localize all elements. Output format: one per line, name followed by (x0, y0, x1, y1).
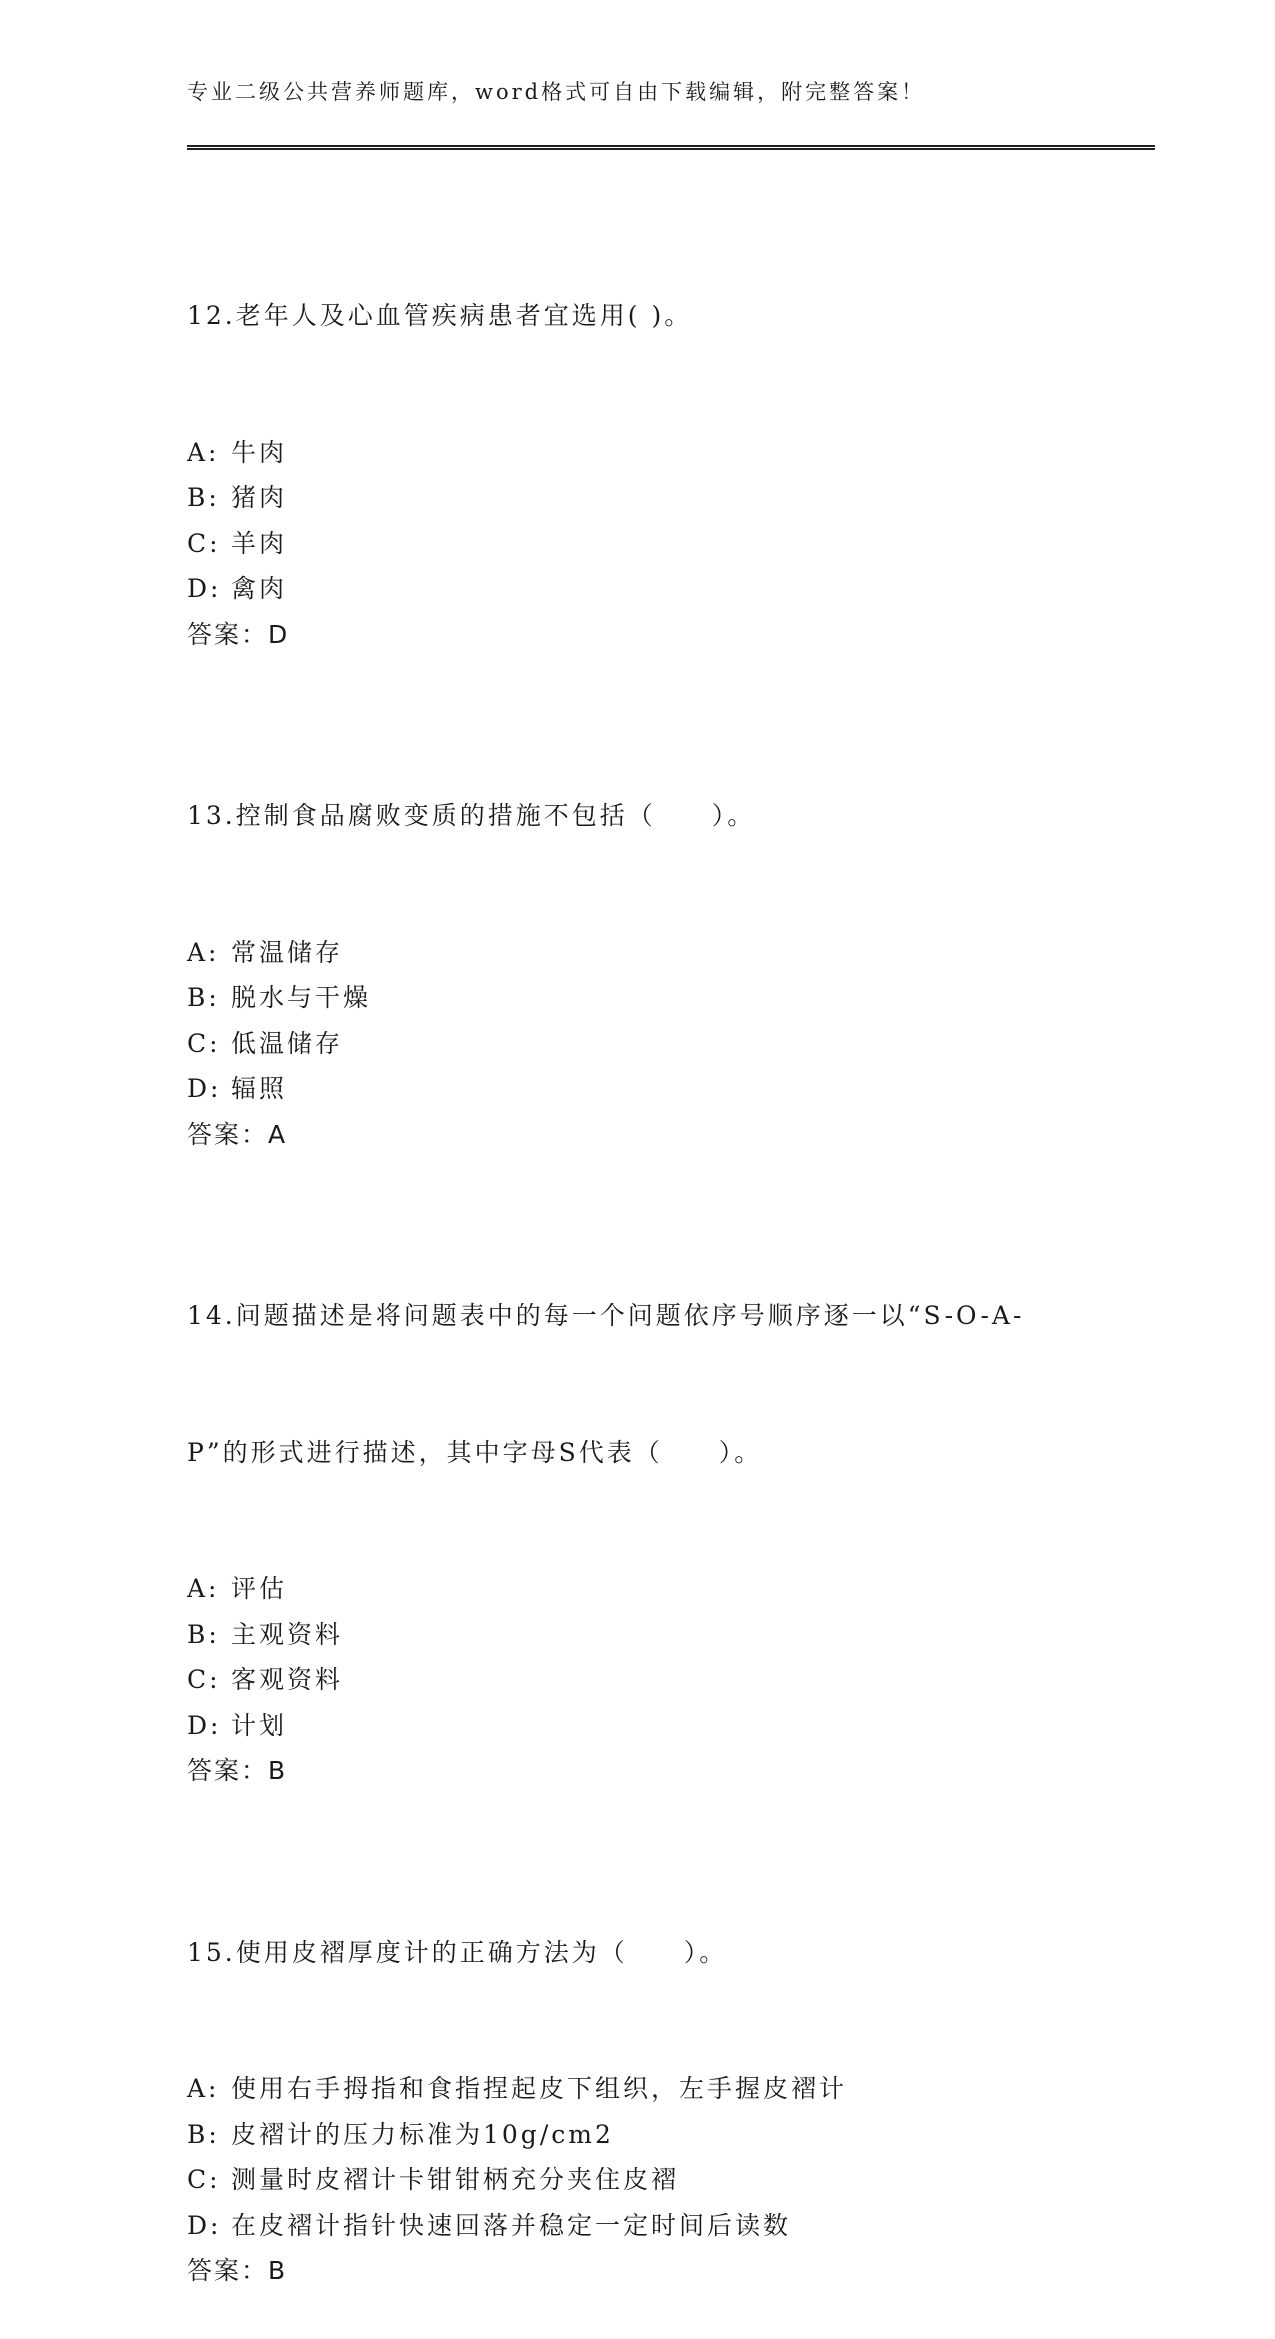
option-d (187, 1703, 1067, 1749)
option-key: A: (187, 937, 220, 967)
option-key: D: (187, 574, 222, 603)
option-b (187, 2112, 1067, 2158)
option-text: 评估 (231, 1574, 288, 1603)
option-key: D: (187, 1074, 222, 1103)
answer-line: 答案：B (187, 1756, 288, 1785)
option-key: C: (187, 1665, 221, 1694)
option-text: 禽肉 (231, 574, 288, 603)
option-a (187, 430, 1067, 476)
option-c (187, 1021, 1067, 1067)
option-key: B: (187, 1619, 220, 1649)
option-b (187, 1612, 1067, 1658)
option-c (187, 1657, 1067, 1703)
option-text: 主观资料 (231, 1619, 344, 1649)
question-14 (187, 1202, 1067, 1794)
option-key: A: (187, 2074, 220, 2103)
question-stem (187, 702, 1067, 930)
option-d (187, 1066, 1067, 1112)
option-key: D: (187, 1710, 222, 1740)
option-key: C: (187, 1028, 221, 1058)
option-key: B: (187, 983, 220, 1012)
option-d (187, 2203, 1067, 2249)
stem-line: 12.老年人及心血管疾病患者宜选用( )。 (187, 301, 693, 330)
answer-line: 答案：B (187, 2256, 288, 2285)
option-text: 在皮褶计指针快速回落并稳定一定时间后读数 (231, 2210, 792, 2240)
stem-line: 15.使用皮褶厚度计的正确方法为（ ）。 (187, 1937, 728, 1967)
option-key: D: (187, 2210, 222, 2240)
option-key: C: (187, 528, 221, 558)
option-text: 测量时皮褶计卡钳钳柄充分夹住皮褶 (231, 2165, 680, 2194)
option-b (187, 475, 1067, 521)
option-d (187, 566, 1067, 612)
option-a (187, 2066, 1067, 2112)
option-key: B: (187, 483, 220, 512)
option-key: A: (187, 437, 220, 467)
option-text: 羊肉 (231, 528, 288, 558)
option-text: 牛肉 (231, 437, 288, 467)
option-text: 皮褶计的压力标准为10g/cm2 (231, 2119, 614, 2149)
question-15 (187, 1839, 1067, 2294)
option-a (187, 930, 1067, 976)
page-header: 专业二级公共营养师题库，word格式可自由下载编辑，附完整答案！ (187, 80, 926, 104)
option-text: 低温储存 (231, 1028, 344, 1058)
option-text: 辐照 (231, 1074, 288, 1103)
option-text: 脱水与干燥 (231, 983, 372, 1012)
option-a (187, 1566, 1067, 1612)
option-b (187, 975, 1067, 1021)
option-key: A: (187, 1574, 220, 1603)
question-stem (187, 1202, 1067, 1566)
option-key: B: (187, 2119, 220, 2149)
question-stem (187, 202, 1067, 430)
header-double-rule (187, 145, 1155, 150)
stem-line: 13.控制食品腐败变质的措施不包括（ ）。 (187, 801, 756, 830)
question-12 (187, 202, 1067, 657)
option-text: 计划 (231, 1710, 288, 1740)
stem-line: 14.问题描述是将问题表中的每一个问题依序号顺序逐一以“S-O-A- (187, 1301, 1025, 1330)
question-stem (187, 1839, 1067, 2067)
answer-line: 答案：D (187, 619, 290, 649)
answer-line: 答案：A (187, 1119, 288, 1149)
option-key: C: (187, 2165, 221, 2194)
question-list (187, 202, 1067, 2339)
stem-line: P”的形式进行描述，其中字母S代表（ ）。 (187, 1437, 763, 1467)
option-c (187, 521, 1067, 567)
option-text: 客观资料 (231, 1665, 344, 1694)
question-13 (187, 702, 1067, 1157)
option-text: 使用右手拇指和食指捏起皮下组织，左手握皮褶计 (231, 2074, 848, 2103)
option-text: 常温储存 (231, 937, 344, 967)
option-text: 猪肉 (231, 483, 288, 512)
option-c (187, 2157, 1067, 2203)
